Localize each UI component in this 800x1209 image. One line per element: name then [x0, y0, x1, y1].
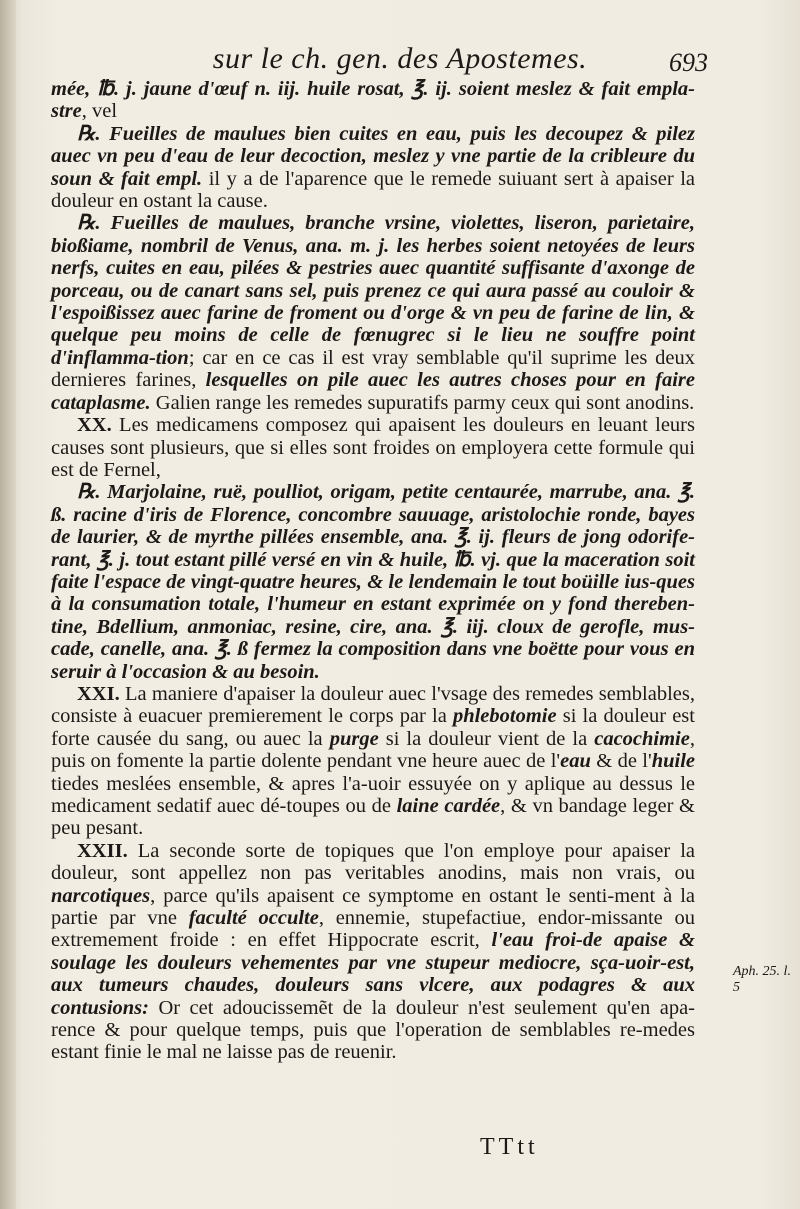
- italic-text: ℞. Fueilles de maulues bien cuites en eau, puis les decoupez & pilez auec vn peu d'eau de leur decoction, meslez y vne partie de la cribleure du soun & fait empl.: [51, 122, 695, 190]
- italic-text: stre: [51, 100, 82, 123]
- running-head: [0, 42, 800, 82]
- italic-text: purge: [329, 727, 379, 750]
- italic-text: ℞. Fueilles de maulues, branche vrsine, violettes, liseron, parietaire, bioßiame, nombril de Venus, ana. m. j. les herbes soient netoyées de leurs nerfs, cuites en eau, pilées & pestries auec quantité suffisante d'axonge de porceau, ou de canart sans sel, puis prenez ce qui aura passé au couloir & l'espoißissez auec farine de froment ou d'orge & vn peu de farine de lin, & quelque peu moins de celle de fœnugrec si le lieu ne souffre point d'inflamma-tion: [51, 212, 695, 369]
- catchword: TTtt: [480, 1134, 539, 1160]
- roman-text: Galien range les remedes supuratifs parmy ceux qui sont anodins.: [150, 391, 695, 414]
- page-number: 693: [669, 48, 708, 77]
- section-number: XXI.: [77, 682, 120, 705]
- roman-text: tiedes meslées ensemble, & apres l'a-uoir essuyée on y aplique au dessus le medicament sedatif auec dé-toupes ou de: [51, 772, 695, 817]
- paragraph: [51, 481, 695, 683]
- section-number: XXII.: [77, 839, 128, 862]
- italic-text: laine cardée: [396, 795, 501, 817]
- running-title: sur le ch. gen. des Apostemes.: [212, 42, 588, 75]
- italic-text: eau: [560, 750, 591, 773]
- roman-text: , ennemie, stupefactiue, endor-missante ou extremement froide : en effet Hippocrate escrit,: [51, 907, 696, 952]
- italic-text: huile: [651, 750, 695, 773]
- roman-text: si la douleur est forte causée du sang, ou auec la: [51, 705, 695, 750]
- italic-text: l'eau froi-de apaise & soulage les douleurs vehementes par vne stupeur mediocre, sça-uoir-est, aux tumeurs chaudes, douleurs sans vlcere, aux podagres & aux contusions:: [51, 929, 695, 1019]
- roman-text: Les medicamens composez qui apaisent les douleurs en leuant leurs causes sont plusieurs, que si elles sont froides on employera cette formule qui est de Fernel,: [51, 414, 695, 481]
- margin-note: Aph. 25. l. 5: [733, 964, 791, 995]
- page-gutter: [0, 0, 16, 1209]
- body-text: [51, 78, 695, 1064]
- roman-text: , puis on fomente la partie dolente pendant vne heure auec de l': [51, 727, 695, 773]
- roman-text: si la douleur vient de la: [378, 727, 595, 750]
- italic-text: faculté occulte: [188, 907, 319, 930]
- paragraph: [51, 840, 695, 1064]
- italic-text: mée, ℔. j. jaune d'œuf n. iij. huile rosat, ℥. ij. soient meslez & fait empla-: [51, 78, 695, 100]
- paragraph: [51, 683, 695, 840]
- paragraph: [51, 212, 695, 414]
- roman-text: il y a de l'aparence que le remede suiuant sert à apaiser la douleur en ostant la cause.: [51, 167, 695, 213]
- roman-text: , vel: [81, 100, 118, 123]
- section-number: XX.: [77, 414, 112, 437]
- italic-text: narcotiques: [51, 884, 151, 907]
- roman-text: Or cet adoucissemẽt de la douleur n'est seulement qu'en apa-rence & pour quelque temps, puis que l'operation de semblables re-medes estant finie le mal ne laisse pas de reuenir.: [51, 996, 695, 1064]
- paragraph: [51, 414, 695, 481]
- roman-text: La seconde sorte de topiques que l'on employe pour apaiser la douleur, sont appellez non pas veritables anodins, mais non vrais, ou: [51, 839, 695, 885]
- paragraph: [51, 78, 695, 123]
- italic-text: lesquelles on pile auec les autres choses pour en faire cataplasme.: [51, 369, 695, 414]
- roman-text: ; car en ce cas il est vray semblable qu'il suprime les deux dernieres farines,: [51, 346, 695, 392]
- italic-text: cacochimie: [594, 727, 690, 750]
- roman-text: La maniere d'apaiser la douleur auec l'vsage des remedes semblables, consiste à euacuer premierement le corps par la: [51, 682, 695, 728]
- italic-text: ℞. Marjolaine, ruë, poulliot, origam, petite centaurée, marrube, ana. ℥. ß. racine d'iris de Florence, concombre sauuage, aristolochie ronde, bayes de laurier, & de myrthe pillées ensemble, ana. ℥. ij. fleurs de jong odorife-rant, ℥. j. tout estant pillé versé en vin & huile, ℔. vj. que la maceration soit faite l'espace de vingt-quatre heures, & le lendemain le tout boüille ius-ques à la consumation totale, l'humeur en estant exprimée on y fond thereben-tine, Bdellium, anmoniac, resine, cire, ana. ℥. iij. cloux de gerofle, mus-cade, canelle, ana. ℥. ß fermez la composition dans vne boëtte pour vous en seruir à l'occasion & au besoin.: [51, 481, 695, 683]
- italic-text: phlebotomie: [452, 705, 557, 728]
- roman-text: & de l': [590, 750, 652, 773]
- paragraph: [51, 123, 695, 213]
- roman-text: , parce qu'ils apaisent ce symptome en ostant le senti-ment à la partie par vne: [51, 884, 695, 930]
- roman-text: , & vn bandage leger & peu pesant.: [51, 795, 695, 840]
